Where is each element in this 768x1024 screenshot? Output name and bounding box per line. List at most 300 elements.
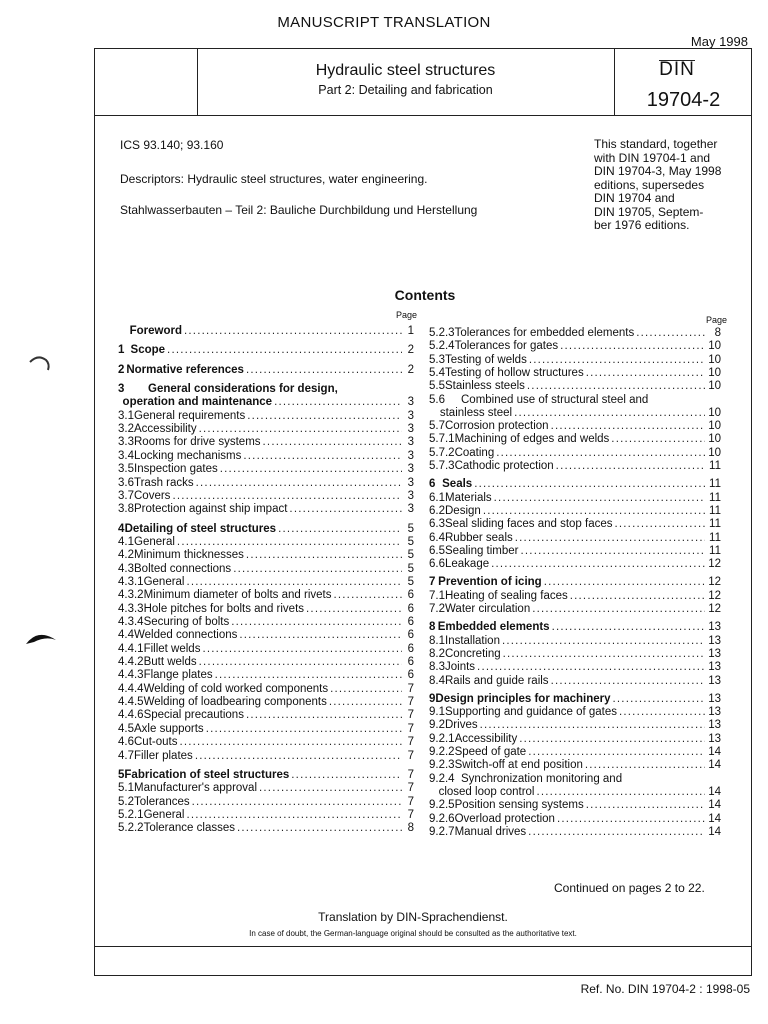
- toc-page-number: [707, 394, 721, 408]
- toc-leader-dots: [528, 826, 705, 840]
- toc-entry: [429, 433, 721, 447]
- toc-leader-dots: [291, 769, 402, 783]
- toc-section-number: 6.6: [429, 558, 445, 571]
- toc-leader-dots: [195, 750, 402, 764]
- toc-section-title: Covers: [134, 489, 171, 502]
- toc-page-number: 13: [708, 647, 721, 660]
- toc-page-number: 3: [407, 449, 414, 462]
- toc-entry: [118, 616, 414, 630]
- toc-page-number: 6: [407, 589, 414, 602]
- toc-leader-dots: [179, 736, 402, 750]
- toc-section-number: 4: [118, 522, 125, 535]
- toc-section-title: Supporting and guidance of gates: [445, 706, 617, 719]
- toc-section-number: 5.7.3: [429, 460, 455, 472]
- toc-page-number: 7: [407, 682, 414, 695]
- toc-entry: [429, 420, 721, 434]
- toc-section-number: 6: [429, 478, 436, 491]
- toc-section-title: Fillet welds: [143, 642, 201, 655]
- toc-page-number: 5: [407, 575, 414, 588]
- toc-entry: [118, 683, 414, 697]
- toc-section-number: 8.2: [429, 647, 445, 660]
- toc-page-number: 8: [407, 822, 414, 835]
- toc-page-number: 12: [708, 603, 721, 615]
- toc-entry: [118, 549, 414, 563]
- toc-section-title: operation and maintenance: [122, 396, 273, 409]
- toc-section-number: [429, 407, 440, 421]
- toc-page-number: 6: [407, 669, 414, 682]
- toc-section-title: Manual drives: [454, 825, 527, 838]
- toc-page-number: 12: [708, 576, 721, 589]
- toc-section-title: Locking mechanisms: [134, 449, 242, 462]
- toc-leader-dots: [615, 518, 706, 532]
- toc-entry: [118, 463, 414, 477]
- toc-section-number: 6.2: [429, 504, 445, 517]
- toc-section-number: 5.7: [429, 420, 445, 433]
- toc-leader-dots: [480, 719, 705, 733]
- toc-entry: [429, 576, 721, 590]
- toc-page-number: 13: [708, 706, 721, 719]
- toc-leader-dots: [167, 344, 402, 358]
- toc-entry: [429, 590, 721, 604]
- toc-page-number: 5: [407, 549, 414, 562]
- toc-entry: [429, 492, 721, 506]
- toc-leader-dots: [192, 796, 402, 810]
- toc-section-title: General: [143, 808, 185, 821]
- toc-leader-dots: [474, 478, 705, 492]
- toc-page-number: 10: [708, 380, 721, 393]
- toc-leader-dots: [246, 709, 402, 723]
- toc-entry: [118, 410, 414, 424]
- toc-section-title: Cathodic protection: [454, 460, 554, 472]
- toc-entry: [118, 364, 414, 378]
- toc-entry: [429, 354, 721, 368]
- toc-section-number: 9.2.5: [429, 799, 455, 812]
- toc-section-number: 9.2.1: [429, 732, 455, 745]
- toc-section-number: 5.2: [118, 795, 134, 808]
- toc-page-number: 3: [407, 436, 414, 449]
- toc-section-number: 5: [118, 768, 125, 781]
- toc-leader-dots: [289, 503, 402, 517]
- toc-page-number: 12: [708, 558, 721, 571]
- din-standard-number: 19704-2: [646, 89, 721, 111]
- toc-page-number: 13: [708, 621, 721, 634]
- document-subtitle: Part 2: Detailing and fabrication: [318, 83, 493, 97]
- toc-page-number: 6: [407, 616, 414, 628]
- toc-section-title: Manufacturer's approval: [134, 782, 258, 795]
- toc-page-number: 13: [708, 634, 721, 647]
- supersede-line: DIN 19704-3, May 1998: [594, 164, 722, 178]
- toc-leader-dots: [199, 423, 402, 437]
- toc-section-title: Synchronization monitoring and: [461, 772, 623, 785]
- toc-page-number: 7: [407, 808, 414, 821]
- toc-section-number: 9.2.4: [429, 772, 455, 785]
- toc-page-number: 3: [407, 396, 414, 409]
- toc-section-number: 4.3.2: [118, 589, 144, 602]
- toc-leader-dots: [551, 420, 705, 434]
- toc-entry: [118, 796, 414, 810]
- toc-section-number: 4.4.5: [118, 696, 144, 709]
- toc-leader-dots: [503, 648, 705, 662]
- toc-page-number: 8: [714, 327, 721, 339]
- toc-leader-dots: [636, 327, 705, 341]
- toc-section-number: 6.4: [429, 531, 445, 544]
- toc-section-number: 6.3: [429, 518, 445, 531]
- document-title: Hydraulic steel structures: [315, 62, 496, 79]
- toc-page-number: 13: [708, 719, 721, 732]
- toc-entry: [118, 503, 414, 517]
- toc-entry: [429, 773, 721, 787]
- toc-entry: [118, 325, 414, 339]
- toc-leader-dots: [206, 723, 402, 737]
- din-logo-text: DIN: [659, 59, 695, 80]
- supersede-line: editions, supersedes: [594, 177, 705, 192]
- toc-section-number: 4.4.1: [118, 642, 144, 655]
- toc-section-number: 9.1: [429, 706, 445, 719]
- toc-page-number: 10: [708, 353, 721, 366]
- toc-entry: [118, 629, 414, 643]
- hole-punch-mark: [24, 628, 58, 652]
- toc-entry: [429, 826, 721, 840]
- toc-section-title: Securing of bolts: [143, 616, 230, 628]
- toc-leader-dots: [187, 809, 403, 823]
- toc-page-number: 11: [709, 460, 721, 472]
- toc-leader-dots: [247, 410, 402, 424]
- toc-leader-dots: [494, 492, 705, 506]
- toc-entry: [118, 669, 414, 683]
- toc-entry: [118, 643, 414, 657]
- toc-page-number: 11: [709, 518, 721, 531]
- toc-page-number: 12: [708, 589, 721, 602]
- toc-entry: [429, 621, 721, 635]
- toc-section-number: 4.3: [118, 562, 134, 575]
- toc-entry: [429, 327, 721, 341]
- toc-entry: [429, 394, 721, 408]
- toc-leader-dots: [220, 463, 402, 477]
- toc-page-number: 10: [708, 420, 721, 433]
- toc-section-number: 3.7: [118, 489, 134, 502]
- toc-section-title: Embedded elements: [437, 621, 550, 634]
- toc-section-title: closed loop control: [438, 785, 535, 798]
- toc-leader-dots: [340, 383, 402, 397]
- toc-section-number: 7: [429, 576, 436, 589]
- toc-entry: [429, 460, 721, 474]
- toc-entry: [118, 750, 414, 764]
- toc-page-number: 7: [407, 709, 414, 722]
- toc-section-title: Hole pitches for bolts and rivets: [143, 602, 305, 615]
- toc-page-number: [404, 383, 414, 397]
- toc-page-number: 11: [709, 491, 721, 504]
- toc-entry: [429, 447, 721, 461]
- toc-section-title: Drives: [445, 719, 478, 732]
- toc-entry: [429, 478, 721, 492]
- toc-entry: [429, 759, 721, 773]
- toc-page-number: 11: [709, 478, 721, 491]
- toc-section-number: 5.4: [429, 366, 445, 379]
- toc-page-number: 5: [407, 522, 414, 535]
- toc-section-title: Detailing of steel structures: [124, 522, 277, 535]
- toc-section-title: Scope: [130, 344, 166, 357]
- toc-entry: [429, 380, 721, 394]
- toc-leader-dots: [536, 786, 705, 800]
- supersede-line: DIN 19705, Septem-: [594, 204, 704, 219]
- toc-page-number: 1: [407, 325, 414, 337]
- toc-page-number: 3: [407, 503, 414, 516]
- toc-entry: [118, 656, 414, 670]
- authoritative-text-note: In case of doubt, the German-language original should be consulted as the authoritative text.: [249, 929, 577, 938]
- toc-entry: [429, 648, 721, 662]
- toc-section-number: 8.4: [429, 674, 445, 687]
- toc-page-number: 11: [709, 544, 721, 557]
- toc-page-number: 7: [407, 749, 414, 762]
- toc-leader-dots: [586, 367, 705, 381]
- toc-entry: [429, 558, 721, 572]
- toc-entry: [118, 563, 414, 577]
- toc-page-number: 13: [708, 732, 721, 745]
- toc-section-title: Stainless steels: [445, 380, 525, 393]
- toc-entry: [118, 396, 414, 410]
- toc-section-title: Cut-outs: [134, 736, 178, 749]
- toc-section-number: 1: [118, 344, 125, 357]
- toc-entry: [429, 635, 721, 649]
- toc-leader-dots: [528, 746, 705, 760]
- toc-leader-dots: [306, 603, 402, 617]
- toc-section-title: Welding of cold worked components: [143, 682, 329, 695]
- toc-section-title: General requirements: [134, 409, 246, 422]
- toc-section-number: 5.1: [118, 782, 134, 795]
- toc-section-title: stainless steel: [439, 406, 513, 419]
- toc-page-number: 14: [708, 812, 721, 825]
- translation-credit: Translation by DIN-Sprachendienst.: [318, 910, 508, 924]
- toc-leader-dots: [611, 433, 705, 447]
- toc-page-number: 3: [407, 463, 414, 476]
- toc-leader-dots: [177, 536, 402, 550]
- toc-section-title: Speed of gate: [454, 746, 527, 758]
- supersede-note: [594, 138, 754, 233]
- toc-page-number: 6: [407, 642, 414, 655]
- toc-entry: [118, 477, 414, 491]
- toc-leader-dots: [557, 813, 705, 827]
- toc-entry: [429, 786, 721, 800]
- toc-section-title: Prevention of icing: [438, 576, 542, 589]
- toc-section-title: General: [134, 535, 175, 548]
- toc-section-title: Sealing timber: [445, 544, 519, 557]
- toc-page-number: 13: [708, 661, 721, 674]
- toc-leader-dots: [172, 490, 402, 504]
- toc-entry: [118, 736, 414, 750]
- toc-leader-dots: [619, 706, 705, 720]
- toc-section-title: Design: [445, 504, 481, 517]
- toc-leader-dots: [585, 759, 705, 773]
- toc-leader-dots: [515, 532, 705, 546]
- toc-leader-dots: [519, 733, 705, 747]
- toc-entry: [429, 505, 721, 519]
- descriptors: Descriptors: Hydraulic steel structures, water engineering.: [120, 172, 428, 186]
- toc-section-number: 9.2: [429, 719, 445, 732]
- toc-leader-dots: [231, 616, 402, 630]
- toc-leader-dots: [527, 380, 705, 394]
- toc-entry: [118, 436, 414, 450]
- ics-codes: ICS 93.140; 93.160: [120, 138, 224, 152]
- german-title: Stahlwasserbauten – Teil 2: Bauliche Durchbildung und Herstellung: [120, 203, 478, 217]
- toc-section-title: Rooms for drive systems: [134, 436, 261, 449]
- toc-section-title: Rails and guide rails: [445, 674, 549, 687]
- toc-leader-dots: [532, 603, 705, 617]
- toc-leader-dots: [274, 396, 402, 410]
- toc-entry: [429, 518, 721, 532]
- toc-section-number: 5.2.1: [118, 808, 144, 821]
- toc-page-number: 13: [708, 692, 721, 705]
- toc-section-title: Testing of hollow structures: [445, 366, 584, 379]
- toc-leader-dots: [613, 693, 705, 707]
- toc-page-number: 10: [708, 340, 721, 353]
- toc-entry: [118, 809, 414, 823]
- toc-section-title: Flange plates: [143, 669, 213, 682]
- toc-section-number: 5.7.1: [429, 433, 455, 446]
- toc-entry: [118, 822, 414, 836]
- toc-entry: [429, 675, 721, 689]
- toc-section-number: 3.3: [118, 436, 134, 449]
- toc-section-title: Water circulation: [445, 603, 531, 615]
- toc-entry: [118, 490, 414, 504]
- toc-leader-dots: [233, 563, 402, 577]
- toc-section-title: Concreting: [445, 647, 501, 660]
- header-divider-left: [197, 49, 198, 115]
- toc-page-number: 14: [708, 785, 721, 798]
- toc-entry: [118, 536, 414, 550]
- toc-section-title: Tolerances for embedded elements: [454, 327, 635, 339]
- toc-section-number: 7.2: [429, 603, 445, 615]
- toc-section-number: 4.3.3: [118, 602, 144, 615]
- toc-leader-dots: [586, 799, 705, 813]
- page-column-header-left: Page: [396, 310, 418, 320]
- toc-page-number: 13: [708, 674, 721, 687]
- toc-section-number: 4.4.3: [118, 669, 144, 682]
- toc-page-number: [707, 773, 721, 787]
- toc-entry: [118, 576, 414, 590]
- toc-entry: [429, 719, 721, 733]
- toc-page-number: 3: [407, 476, 414, 489]
- toc-leader-dots: [239, 629, 402, 643]
- toc-section-number: 8: [429, 621, 436, 634]
- toc-page-number: 3: [407, 489, 414, 502]
- toc-section-number: 6.1: [429, 491, 445, 504]
- supersede-line: ber 1976 editions.: [594, 218, 690, 232]
- toc-leader-dots: [330, 683, 402, 697]
- toc-section-title: Special precautions: [143, 709, 244, 722]
- toc-section-title: Axle supports: [134, 722, 204, 735]
- toc-leader-dots: [259, 782, 402, 796]
- toc-page-number: 11: [709, 504, 721, 517]
- toc-section-title: Design principles for machinery: [435, 692, 611, 705]
- toc-entry: [118, 450, 414, 464]
- toc-section-title: Testing of welds: [445, 353, 527, 366]
- toc-section-title: Minimum thicknesses: [134, 549, 244, 562]
- toc-entry: [429, 661, 721, 675]
- toc-section-number: 3.4: [118, 449, 134, 462]
- toc-leader-dots: [560, 340, 705, 354]
- toc-entry: [429, 693, 721, 707]
- toc-entry: [118, 589, 414, 603]
- toc-page-number: 7: [407, 782, 414, 795]
- toc-section-number: 9.2.7: [429, 825, 455, 838]
- supersede-line: with DIN 19704-1 and: [594, 150, 711, 165]
- toc-section-number: 7.1: [429, 589, 445, 602]
- toc-section-title: Minimum diameter of bolts and rivets: [143, 589, 332, 602]
- toc-entry: [429, 813, 721, 827]
- toc-page-number: 3: [407, 423, 414, 436]
- toc-page-number: 10: [708, 366, 721, 379]
- continued-note: Continued on pages 2 to 22.: [554, 881, 705, 895]
- toc-section-number: 9.2.3: [429, 759, 455, 772]
- toc-leader-dots: [187, 576, 403, 590]
- toc-section-number: 3.5: [118, 463, 134, 476]
- toc-entry: [118, 383, 414, 397]
- toc-section-title: Seal sliding faces and stop faces: [445, 518, 613, 531]
- toc-leader-dots: [570, 590, 705, 604]
- toc-section-title: Tolerances: [134, 795, 190, 808]
- toc-section-title: Foreword: [129, 325, 183, 337]
- toc-section-title: Installation: [445, 634, 500, 647]
- toc-entry: [429, 407, 721, 421]
- toc-section-number: 5.2.2: [118, 822, 144, 835]
- toc-section-title: Normative references: [126, 363, 244, 376]
- toc-section-title: Leakage: [445, 558, 490, 571]
- toc-section-title: General considerations for design,: [148, 383, 338, 396]
- toc-entry: [118, 344, 414, 358]
- toc-leader-dots: [199, 656, 402, 670]
- toc-page-number: 14: [708, 746, 721, 758]
- toc-page-number: 10: [708, 406, 721, 419]
- toc-leader-dots: [202, 643, 402, 657]
- toc-leader-dots: [243, 450, 402, 464]
- toc-section-title: Trash racks: [134, 476, 194, 489]
- toc-leader-dots: [237, 822, 402, 836]
- toc-leader-dots: [502, 635, 705, 649]
- toc-entry: [429, 799, 721, 813]
- toc-entry: [118, 423, 414, 437]
- toc-page-number: 11: [709, 531, 721, 544]
- manuscript-translation-heading: MANUSCRIPT TRANSLATION: [277, 14, 491, 31]
- toc-leader-dots: [551, 675, 705, 689]
- toc-section-number: 5.2.3: [429, 327, 455, 339]
- toc-page-number: 10: [708, 433, 721, 446]
- toc-leader-dots: [552, 621, 705, 635]
- toc-leader-dots: [491, 558, 705, 572]
- toc-entry: [118, 782, 414, 796]
- toc-section-number: 2: [118, 363, 125, 376]
- toc-leader-dots: [263, 436, 402, 450]
- toc-section-number: 9: [429, 692, 436, 705]
- supersede-line: DIN 19704 and: [594, 191, 675, 205]
- toc-section-title: Coating: [454, 446, 495, 459]
- toc-page-number: 2: [407, 363, 414, 376]
- toc-leader-dots: [556, 460, 705, 474]
- contents-title: Contents: [394, 287, 456, 303]
- toc-entry: [429, 340, 721, 354]
- din-logo: [657, 59, 697, 85]
- toc-section-number: 4.4.4: [118, 682, 144, 695]
- reference-number: Ref. No. DIN 19704-2 : 1998-05: [580, 982, 750, 996]
- toc-section-title: Machining of edges and welds: [454, 433, 610, 446]
- toc-section-number: 3.8: [118, 503, 134, 516]
- toc-entry: [118, 603, 414, 617]
- publication-date: May 1998: [690, 34, 748, 49]
- toc-section-number: 3.2: [118, 423, 134, 436]
- toc-section-number: 3.1: [118, 409, 134, 422]
- toc-page-number: 6: [407, 602, 414, 615]
- toc-section-title: Seals: [442, 478, 473, 491]
- toc-leader-dots: [196, 477, 402, 491]
